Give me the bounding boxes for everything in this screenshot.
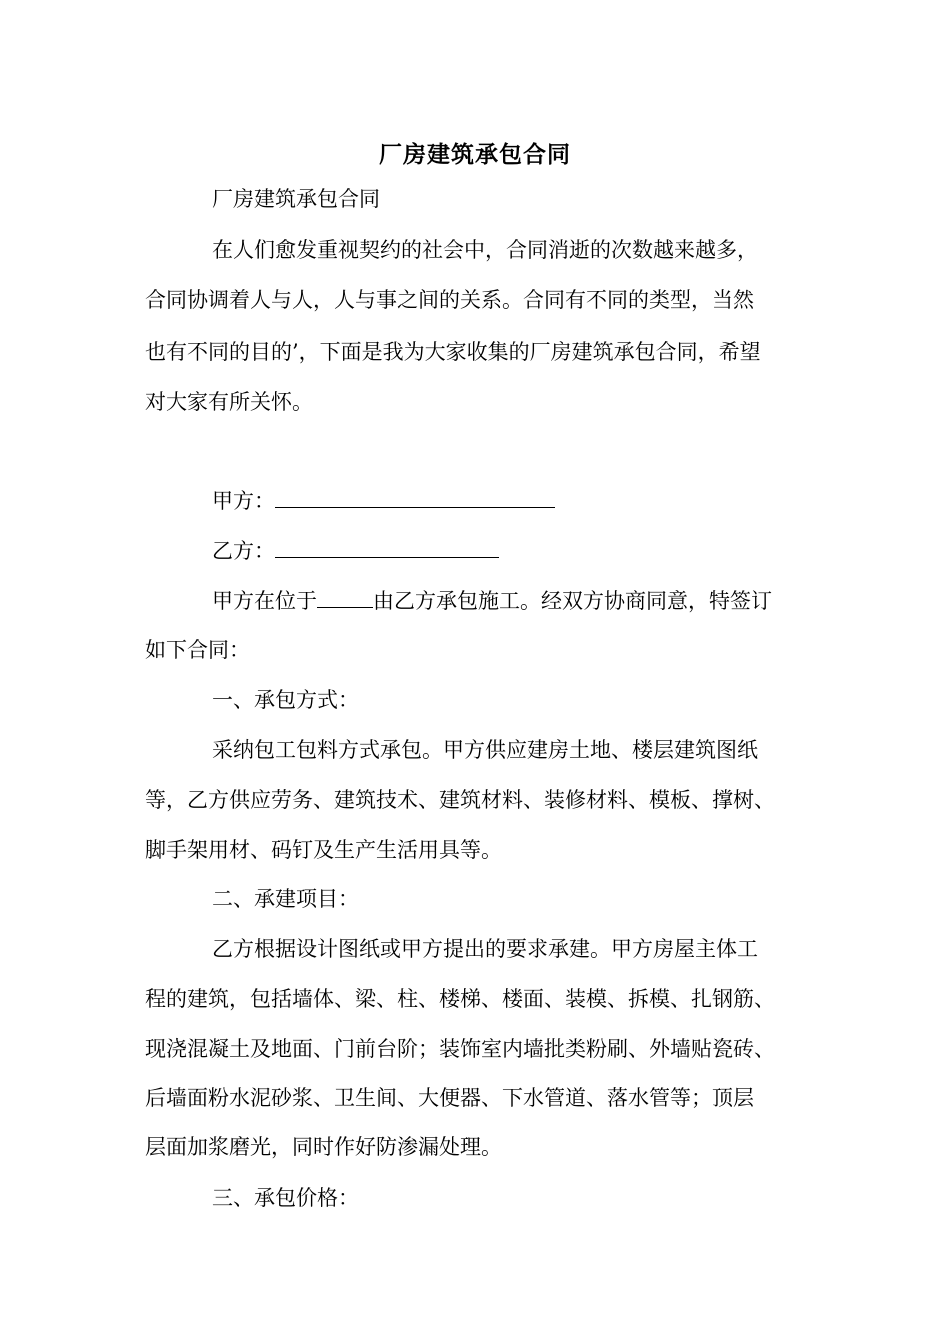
location-line-2: 如下合同： bbox=[145, 638, 250, 662]
section2-line-4: 后墙面粉水泥砂浆、卫生间、大便器、下水管道、落水管等；顶层 bbox=[145, 1086, 754, 1110]
intro-line-4: 对大家有所关怀。 bbox=[145, 390, 313, 414]
section3-heading: 三、承包价格： bbox=[212, 1186, 359, 1210]
intro-line-1: 在人们愈发重视契约的社会中，合同消逝的次数越来越多， bbox=[212, 238, 758, 262]
party-b-row bbox=[212, 535, 499, 566]
section1-heading: 一、承包方式： bbox=[212, 688, 359, 712]
section1-line-3: 脚手架用材、码钉及生产生活用具等。 bbox=[145, 838, 502, 862]
section1-line-2: 等，乙方供应劳务、建筑技术、建筑材料、装修材料、模板、撑树、 bbox=[145, 788, 775, 812]
section1-line-1: 采纳包工包料方式承包。甲方供应建房土地、楼层建筑图纸 bbox=[212, 738, 758, 762]
party-b-label: 乙方： bbox=[212, 539, 275, 563]
section2-line-2: 程的建筑，包括墙体、梁、柱、楼梯、楼面、装模、拆模、扎钢筋、 bbox=[145, 987, 775, 1011]
document-subtitle: 厂房建筑承包合同 bbox=[212, 187, 380, 211]
section2-line-3: 现浇混凝土及地面、门前台阶；装饰室内墙批类粉刷、外墙贴瓷砖、 bbox=[145, 1037, 775, 1061]
intro-line-3: 也有不同的目的’，下面是我为大家收集的厂房建筑承包合同，希望 bbox=[145, 340, 761, 364]
section2-line-5: 层面加浆磨光，同时作好防渗漏处理。 bbox=[145, 1135, 502, 1159]
location-suffix: 由乙方承包施工。经双方协商同意，特签订 bbox=[373, 589, 772, 613]
location-blank bbox=[317, 585, 373, 608]
party-a-row bbox=[212, 485, 555, 516]
location-prefix: 甲方在位于 bbox=[212, 589, 317, 613]
location-line-1 bbox=[212, 585, 772, 616]
section2-line-1: 乙方根据设计图纸或甲方提出的要求承建。甲方房屋主体工 bbox=[212, 937, 758, 961]
intro-line-2: 合同协调着人与人，人与事之间的关系。合同有不同的类型，当然 bbox=[145, 288, 754, 312]
section2-heading: 二、承建项目： bbox=[212, 887, 359, 911]
party-a-label: 甲方： bbox=[212, 489, 275, 513]
party-b-blank bbox=[275, 535, 499, 558]
document-title: 厂房建筑承包合同 bbox=[379, 141, 571, 168]
party-a-blank bbox=[275, 485, 555, 508]
